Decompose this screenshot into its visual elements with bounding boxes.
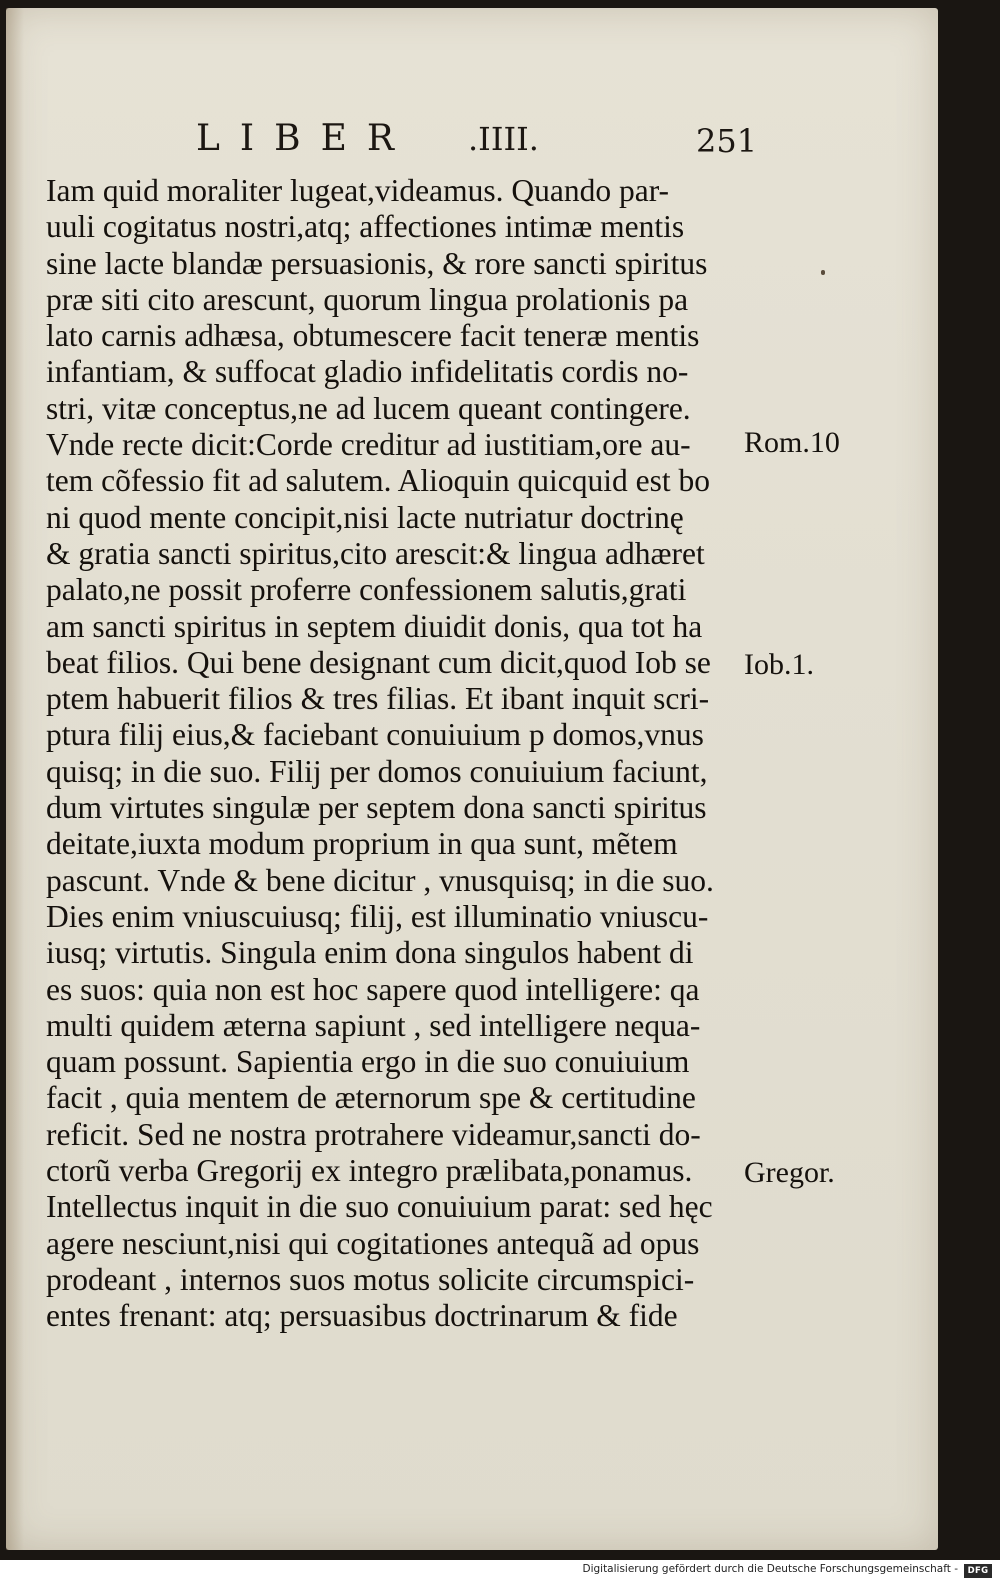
marginal-note-gregory: Gregor. [744, 1156, 835, 1189]
text-line: facit , quia mentem de æternorum spe & certitudine [46, 1080, 696, 1116]
text-line: tem cõfessio fit ad salutem. Alioquin quicquid est bo [46, 463, 711, 499]
ink-speck [821, 270, 825, 275]
text-line: ni quod mente concipit,nisi lacte nutriatur doctrinę [46, 499, 684, 535]
text-line: iusq; virtutis. Singula enim dona singulos habent di [46, 935, 694, 971]
text-line: infantiam, & suffocat gladio infidelitatis cordis no- [46, 354, 689, 390]
text-line: uuli cogitatus nostri,atq; affectiones intimæ mentis [46, 209, 685, 245]
text-line: palato,ne possit proferre confessionem salutis,grati [46, 572, 687, 608]
text-line: agere nesciunt,nisi qui cogitationes antequã ad opus [46, 1225, 700, 1261]
digitization-footer [0, 1560, 1000, 1582]
dfg-logo: DFG [964, 1564, 992, 1578]
text-line: sine lacte blandæ persuasionis, & rore sancti spiritus [46, 245, 708, 281]
text-line: lato carnis adhæsa, obtumescere facit teneræ mentis [46, 318, 700, 354]
text-line: Vnde recte dicit:Corde creditur ad iustitiam,ore au- [46, 427, 691, 463]
text-line: multi quidem æterna sapiunt , sed intelligere nequa- [46, 1007, 701, 1043]
page-header [6, 118, 938, 168]
text-line: stri, vitæ conceptus,ne ad lucem queant contingere. [46, 390, 691, 426]
book-page [6, 8, 938, 1550]
text-line: am sancti spiritus in septem diuidit donis, qua tot ha [46, 608, 703, 644]
text-line: pascunt. Vnde & bene dicitur , vnusquisq; in die suo. [46, 862, 714, 898]
book-number: .IIII. [468, 120, 539, 158]
page-number: 251 [696, 122, 758, 160]
text-line: ptura filij eius,& faciebant conuiuium p domos,vnus [46, 717, 704, 753]
funding-credit: Digitalisierung gefördert durch die Deutsche Forschungsgemeinschaft - [582, 1563, 958, 1575]
marginal-note-romans: Rom.10 [744, 426, 840, 459]
text-line: prodeant , internos suos motus solicite circumspici- [46, 1261, 695, 1297]
text-line: Iam quid moraliter lugeat,videamus. Quando par- [46, 173, 670, 208]
text-line: deitate,iuxta modum proprium in qua sunt, mẽtem [46, 826, 678, 862]
text-line: ctorũ verba Gregorij ex integro prælibata,ponamus. [46, 1153, 693, 1189]
marginal-note-job: Iob.1. [744, 648, 814, 681]
text-line: & gratia sancti spiritus,cito arescit:& lingua adhæret [46, 535, 705, 571]
text-line: ptem habuerit filios & tres filias. Et ibant inquit scri- [46, 681, 710, 717]
text-line: Dies enim vniuscuiusq; filij, est illuminatio vniuscu- [46, 898, 709, 934]
text-line: beat filios. Qui bene designant cum dicit,quod Iob se [46, 644, 711, 680]
text-line: dum virtutes singulæ per septem dona sancti spiritus [46, 790, 707, 826]
body-text [46, 173, 746, 1335]
text-line: Intellectus inquit in die suo conuiuium parat: sed hęc [46, 1189, 713, 1225]
text-line: entes frenant: atq; persuasibus doctrinarum & fide [46, 1298, 678, 1334]
text-line: quisq; in die suo. Filij per domos conuiuium faciunt, [46, 753, 708, 789]
text-line: præ siti cito arescunt, quorum lingua prolationis pa [46, 281, 689, 317]
text-line: reficit. Sed ne nostra protrahere videamur,sancti do- [46, 1116, 701, 1152]
text-line: quam possunt. Sapientia ergo in die suo conuiuium [46, 1044, 690, 1080]
text-line: es suos: quia non est hoc sapere quod intelligere: qa [46, 971, 700, 1007]
running-title: LIBER [196, 118, 414, 159]
